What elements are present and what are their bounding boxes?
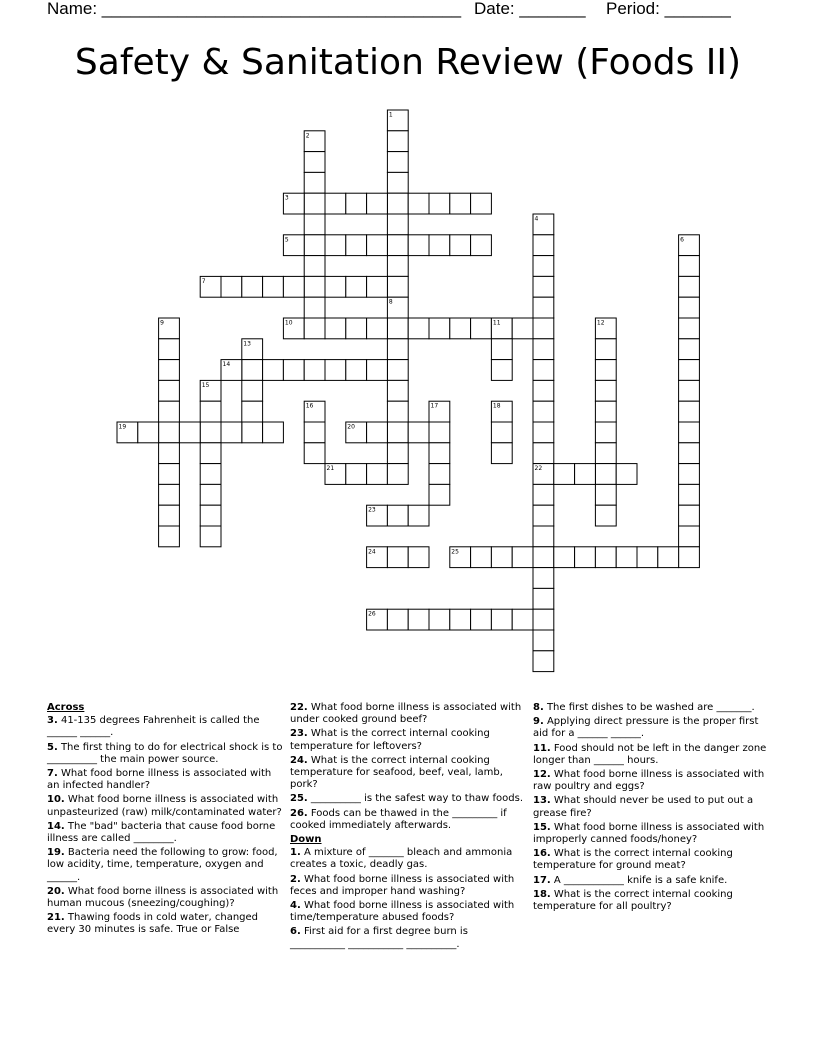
clue-down-16: 16. What is the correct internal cooking temperature for ground meat? [533, 848, 733, 872]
grid-cell[interactable] [429, 318, 450, 339]
grid-cell[interactable] [637, 547, 658, 568]
grid-cell[interactable] [242, 360, 263, 381]
grid-cell[interactable] [595, 505, 616, 526]
grid-cell[interactable] [429, 464, 450, 485]
grid-cell[interactable] [533, 256, 554, 277]
grid-cell[interactable] [263, 422, 284, 443]
period-field[interactable]: Period: _______ [606, 0, 731, 18]
grid-cell[interactable] [679, 422, 700, 443]
grid-cell[interactable] [450, 193, 471, 214]
grid-cell[interactable] [533, 318, 554, 339]
grid-cell[interactable] [387, 172, 408, 193]
clue-number: 6 [680, 236, 684, 244]
clue-across-5: 5. The first thing to do for electrical shock is to __________ the main power source. [47, 741, 283, 765]
grid-cell[interactable] [679, 339, 700, 360]
grid-cell[interactable] [304, 422, 325, 443]
clue-number: 17 [430, 402, 439, 410]
grid-cell[interactable] [159, 526, 180, 547]
clue-across-25: 25. __________ is the safest way to thaw foods. [290, 793, 524, 805]
clue-number: 23 [368, 506, 376, 514]
clue-across-23: 23. What is the correct internal cooking temperature for leftovers? [290, 728, 490, 752]
grid-cell[interactable] [387, 380, 408, 401]
grid-cell[interactable] [387, 547, 408, 568]
clue-across-21: 21. Thawing foods in cold water, changed every 30 minutes is safe. True or False [47, 912, 259, 936]
clues-column-1 [47, 702, 283, 939]
grid-cell[interactable] [200, 401, 221, 422]
grid-cell[interactable] [679, 464, 700, 485]
grid-cell[interactable] [200, 505, 221, 526]
grid-cell[interactable] [616, 464, 637, 485]
clue-number: 15 [201, 381, 210, 389]
clue-number: 18 [492, 402, 501, 410]
clue-number: 1 [388, 111, 393, 119]
grid-cell[interactable] [387, 193, 408, 214]
grid-cell[interactable] [679, 484, 700, 505]
grid-cell[interactable] [387, 609, 408, 630]
grid-cell[interactable] [679, 297, 700, 318]
grid-cell[interactable] [387, 256, 408, 277]
grid-cell[interactable] [387, 401, 408, 422]
clues-column-3 [533, 702, 769, 915]
grid-cell[interactable] [304, 443, 325, 464]
grid-cell[interactable] [471, 318, 492, 339]
grid-cell[interactable] [595, 401, 616, 422]
grid-cell[interactable] [429, 422, 450, 443]
grid-cell[interactable] [304, 214, 325, 235]
grid-cell[interactable] [471, 235, 492, 256]
grid-cell[interactable] [554, 547, 575, 568]
grid-cell[interactable] [304, 318, 325, 339]
grid-cell[interactable] [200, 422, 221, 443]
grid-cell[interactable] [679, 276, 700, 297]
grid-cell[interactable] [679, 547, 700, 568]
grid-cell[interactable] [616, 547, 637, 568]
name-field[interactable]: Name: ______________________________________ [47, 0, 462, 18]
grid-cell[interactable] [679, 401, 700, 422]
clue-number: 16 [305, 402, 314, 410]
grid-cell[interactable] [408, 235, 429, 256]
clue-across-7: 7. What food borne illness is associated with an infected handler? [47, 768, 272, 792]
grid-cell[interactable] [512, 609, 533, 630]
grid-cell[interactable] [367, 235, 388, 256]
clue-across-10: 10. What food borne illness is associated with unpasteurized (raw) milk/contaminated water? [47, 794, 282, 818]
clue-down-17: 17. A ____________ knife is a safe knife. [533, 874, 728, 886]
clue-number: 21 [326, 465, 335, 473]
clue-down-9: 9. Applying direct pressure is the proper first aid for a ______ ______. [533, 716, 759, 740]
clue-number: 9 [160, 319, 164, 327]
grid-cell[interactable] [387, 276, 408, 297]
grid-cell[interactable] [533, 360, 554, 381]
clue-across-26: 26. Foods can be thawed in the _________ if cooked immediately afterwards. [290, 807, 507, 831]
grid-cell[interactable] [533, 484, 554, 505]
grid-cell[interactable] [387, 464, 408, 485]
grid-cell[interactable] [408, 609, 429, 630]
grid-cell[interactable] [221, 276, 242, 297]
clues-column-2 [290, 702, 526, 953]
grid-cell[interactable] [679, 443, 700, 464]
grid-cell[interactable] [367, 276, 388, 297]
grid-cell[interactable] [491, 547, 512, 568]
grid-cell[interactable] [533, 401, 554, 422]
grid-cell[interactable] [159, 339, 180, 360]
grid-cell[interactable] [533, 339, 554, 360]
clue-down-6: 6. First aid for a first degree burn is ___________ ___________ __________. [290, 926, 468, 950]
clue-down-15: 15. What food borne illness is associated with improperly canned foods/honey? [533, 821, 765, 846]
grid-cell[interactable] [387, 152, 408, 173]
clue-number: 14 [222, 361, 231, 369]
grid-cell[interactable] [679, 505, 700, 526]
grid-cell[interactable] [242, 422, 263, 443]
grid-cell[interactable] [679, 360, 700, 381]
clue-down-1: 1. A mixture of _______ bleach and ammonia creates a toxic, deadly gas. [290, 847, 513, 871]
grid-cell[interactable] [138, 422, 159, 443]
grid-cell[interactable] [387, 339, 408, 360]
grid-cell[interactable] [595, 464, 616, 485]
clue-down-8: 8. The first dishes to be washed are _______. [533, 702, 755, 713]
grid-cell[interactable] [304, 152, 325, 173]
grid-cell[interactable] [179, 422, 200, 443]
grid-cell[interactable] [325, 318, 346, 339]
clue-number: 13 [243, 340, 251, 348]
grid-cell[interactable] [367, 422, 388, 443]
clue-across-3: 3. 41-135 degrees Fahrenheit is called the ______ ______. [47, 715, 260, 739]
clue-number: 25 [451, 548, 459, 556]
grid-cell[interactable] [533, 568, 554, 589]
grid-cell[interactable] [387, 505, 408, 526]
grid-cell[interactable] [533, 526, 554, 547]
grid-cell[interactable] [533, 609, 554, 630]
grid-cell[interactable] [159, 505, 180, 526]
grid-cell[interactable] [346, 235, 367, 256]
grid-cell[interactable] [283, 276, 304, 297]
clue-down-2: 2. What food borne illness is associated with feces and improper hand washing? [290, 873, 515, 897]
clue-number: 11 [492, 319, 501, 327]
grid-cell[interactable] [387, 318, 408, 339]
grid-cell[interactable] [408, 505, 429, 526]
clue-number: 2 [305, 132, 310, 140]
grid-cell[interactable] [283, 360, 304, 381]
grid-cell[interactable] [512, 318, 533, 339]
clue-across-14: 14. The "bad" bacteria that cause food borne illness are called ________. [47, 820, 276, 845]
clue-number: 10 [284, 319, 293, 327]
grid-cell[interactable] [200, 443, 221, 464]
clue-number: 24 [368, 548, 376, 556]
grid-cell[interactable] [679, 256, 700, 277]
grid-cell[interactable] [429, 443, 450, 464]
grid-cell[interactable] [533, 651, 554, 672]
grid-cell[interactable] [304, 193, 325, 214]
grid-cell[interactable] [346, 360, 367, 381]
grid-cell[interactable] [408, 318, 429, 339]
grid-cell[interactable] [159, 360, 180, 381]
grid-cell[interactable] [595, 443, 616, 464]
grid-cell[interactable] [159, 484, 180, 505]
grid-cell[interactable] [387, 235, 408, 256]
clue-number: 22 [534, 465, 543, 473]
grid-cell[interactable] [325, 235, 346, 256]
grid-cell[interactable] [304, 256, 325, 277]
down-heading: Down [290, 834, 322, 846]
clue-down-12: 12. What food borne illness is associated with raw poultry and eggs? [533, 769, 765, 793]
grid-cell[interactable] [491, 360, 512, 381]
grid-cell[interactable] [554, 464, 575, 485]
grid-cell[interactable] [159, 422, 180, 443]
clue-number: 26 [368, 610, 376, 618]
grid-cell[interactable] [346, 276, 367, 297]
grid-cell[interactable] [429, 609, 450, 630]
clue-down-11: 11. Food should not be left in the danger zone longer than ______ hours. [533, 742, 767, 766]
grid-cell[interactable] [387, 131, 408, 152]
grid-cell[interactable] [325, 193, 346, 214]
grid-cell[interactable] [346, 193, 367, 214]
date-field[interactable]: Date: _______ [474, 0, 586, 18]
grid-cell[interactable] [450, 235, 471, 256]
grid-cell[interactable] [408, 547, 429, 568]
grid-cell[interactable] [533, 297, 554, 318]
clue-number: 3 [284, 194, 289, 202]
grid-cell[interactable] [533, 588, 554, 609]
grid-cell[interactable] [263, 276, 284, 297]
grid-cell[interactable] [387, 443, 408, 464]
grid-cell[interactable] [325, 360, 346, 381]
grid-cell[interactable] [200, 526, 221, 547]
clue-number: 7 [201, 277, 206, 285]
grid-cell[interactable] [304, 276, 325, 297]
grid-cell[interactable] [346, 318, 367, 339]
grid-cell[interactable] [159, 443, 180, 464]
grid-cell[interactable] [679, 380, 700, 401]
clue-number: 19 [118, 423, 127, 431]
grid-cell[interactable] [595, 360, 616, 381]
grid-cell[interactable] [450, 609, 471, 630]
grid-cell[interactable] [242, 380, 263, 401]
grid-cell[interactable] [533, 630, 554, 651]
grid-cell[interactable] [304, 235, 325, 256]
grid-cell[interactable] [367, 318, 388, 339]
grid-cell[interactable] [367, 464, 388, 485]
clue-down-13: 13. What should never be used to put out a grease fire? [533, 795, 754, 819]
grid-cell[interactable] [471, 609, 492, 630]
grid-cell[interactable] [595, 339, 616, 360]
grid-cell[interactable] [533, 380, 554, 401]
grid-cell[interactable] [429, 235, 450, 256]
across-heading: Across [47, 702, 85, 713]
clue-down-18: 18. What is the correct internal cooking temperature for all poultry? [533, 888, 733, 913]
grid-cell[interactable] [450, 318, 471, 339]
grid-cell[interactable] [304, 360, 325, 381]
clue-number: 4 [534, 215, 539, 223]
grid-cell[interactable] [304, 172, 325, 193]
grid-cell[interactable] [242, 401, 263, 422]
clue-number: 12 [596, 319, 605, 327]
clue-number: 8 [388, 298, 393, 306]
grid-cell[interactable] [304, 297, 325, 318]
grid-cell[interactable] [595, 547, 616, 568]
grid-cell[interactable] [512, 547, 533, 568]
grid-cell[interactable] [159, 401, 180, 422]
grid-cell[interactable] [533, 505, 554, 526]
grid-cell[interactable] [325, 276, 346, 297]
grid-cell[interactable] [159, 380, 180, 401]
clue-across-20: 20. What food borne illness is associated with human mucous (sneezing/coughing)? [47, 885, 279, 910]
grid-cell[interactable] [367, 360, 388, 381]
clue-across-24: 24. What is the correct internal cooking temperature for seafood, beef, veal, lamb, pork? [290, 754, 503, 791]
grid-cell[interactable] [595, 484, 616, 505]
grid-cell[interactable] [595, 422, 616, 443]
grid-cell[interactable] [263, 360, 284, 381]
grid-cell[interactable] [200, 464, 221, 485]
grid-cell[interactable] [575, 464, 596, 485]
grid-cell[interactable] [159, 464, 180, 485]
grid-cell[interactable] [471, 193, 492, 214]
grid-cell[interactable] [387, 422, 408, 443]
grid-cell[interactable] [367, 193, 388, 214]
grid-cell[interactable] [595, 380, 616, 401]
grid-cell[interactable] [471, 547, 492, 568]
grid-cell[interactable] [429, 484, 450, 505]
grid-cell[interactable] [200, 484, 221, 505]
grid-cell[interactable] [491, 443, 512, 464]
grid-cell[interactable] [491, 609, 512, 630]
grid-cell[interactable] [387, 214, 408, 235]
grid-cell[interactable] [408, 422, 429, 443]
grid-cell[interactable] [679, 526, 700, 547]
grid-cell[interactable] [658, 547, 679, 568]
grid-cell[interactable] [533, 422, 554, 443]
grid-cell[interactable] [346, 464, 367, 485]
grid-cell[interactable] [429, 193, 450, 214]
clue-number: 20 [347, 423, 355, 431]
grid-cell[interactable] [408, 193, 429, 214]
grid-cell[interactable] [533, 443, 554, 464]
clue-across-19: 19. Bacteria need the following to grow: food, low acidity, time, temperature, oxygen and ______. [47, 847, 278, 883]
grid-cell[interactable] [533, 276, 554, 297]
grid-cell[interactable] [387, 360, 408, 381]
grid-cell[interactable] [221, 422, 242, 443]
grid-cell[interactable] [533, 547, 554, 568]
grid-cell[interactable] [679, 318, 700, 339]
grid-cell[interactable] [575, 547, 596, 568]
grid-cell[interactable] [242, 276, 263, 297]
grid-cell[interactable] [491, 339, 512, 360]
grid-cell[interactable] [491, 422, 512, 443]
page-title: Safety & Sanitation Review (Foods II) [74, 42, 742, 83]
clue-number: 5 [284, 236, 289, 244]
grid-cell[interactable] [533, 235, 554, 256]
clue-down-4: 4. What food borne illness is associated with time/temperature abused foods? [290, 900, 515, 924]
clue-across-22: 22. What food borne illness is associated with under cooked ground beef? [290, 702, 522, 726]
